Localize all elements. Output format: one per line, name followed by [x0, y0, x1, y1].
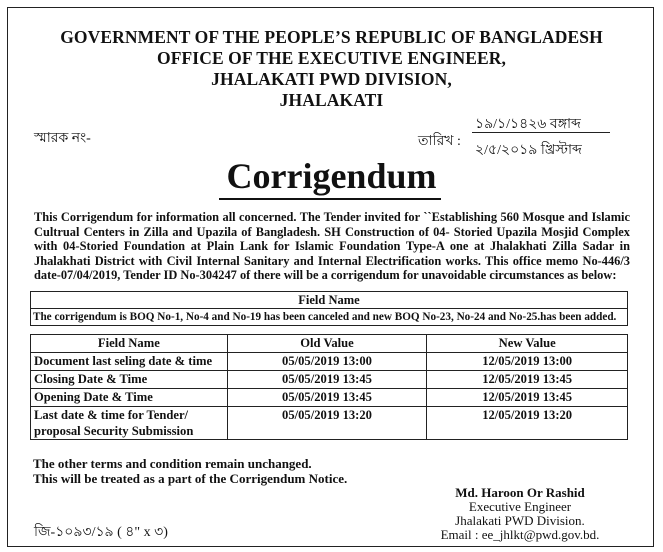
- field-name-cell: Closing Date & Time: [31, 371, 228, 389]
- closing-line: This will be treated as a part of the Corrigendum Notice.: [33, 471, 348, 486]
- old-value-cell: 05/05/2019 13:20: [227, 407, 427, 440]
- date-divider: [472, 132, 610, 133]
- column-header: Old Value: [227, 335, 427, 353]
- table-row: [31, 371, 628, 389]
- table-row: [31, 389, 628, 407]
- new-value-cell: 12/05/2019 13:00: [427, 353, 628, 371]
- header-government: GOVERNMENT OF THE PEOPLE’S REPUBLIC OF BANGLADESH: [60, 27, 603, 47]
- field-name-cell: Document last seling date & time: [31, 353, 228, 371]
- signatory-designation: Executive Engineer: [468, 499, 572, 514]
- old-value-cell: 05/05/2019 13:45: [227, 371, 427, 389]
- fields-table: [30, 334, 628, 440]
- signature-block: [420, 486, 620, 542]
- header-district: JHALAKATI: [279, 90, 384, 110]
- signatory-name: Md. Haroon Or Rashid: [455, 485, 585, 500]
- reference-code: জি-১০৯৩/১৯ ( ৪" x ৩): [34, 525, 168, 540]
- field-name-line: Last date & time for Tender/: [34, 408, 189, 422]
- body-paragraph: This Corrigendum for information all concerned. The Tender invited for ``Establishing 560 Mosque and Islamic Cultrual Centers in Zilla and Upazila of Bangladesh. SH Construction of 04- Storied Upazila Mosjid Complex with 04-Storied Foundation at Plain Lank for Islamic Foundation Type-A one at Jhalakhati Zilla Sadar in Jhalakhati District with Civil Internal Sanitary and Internal Electrification works. This office memo No-446/3 date-07/04/2019, Tender ID No-304247 of there will be a corrigendum for unavoidable circumstances as below:: [34, 210, 630, 283]
- signatory-division: Jhalakati PWD Division.: [455, 513, 585, 528]
- table-row: [31, 353, 628, 371]
- date-bengali: ১৯/১/১৪২৬ বঙ্গাব্দ: [475, 117, 581, 132]
- memo-number-label: স্মারক নং-: [34, 131, 91, 146]
- closing-remarks: [33, 456, 347, 486]
- column-header: New Value: [427, 335, 628, 353]
- new-value-cell: 12/05/2019 13:20: [427, 407, 628, 440]
- header-division: JHALAKATI PWD DIVISION,: [211, 69, 452, 89]
- field-name-cell: Opening Date & Time: [31, 389, 228, 407]
- new-value-cell: 12/05/2019 13:45: [427, 371, 628, 389]
- date-gregorian: ২/৫/২০১৯ খ্রিস্টাব্দ: [475, 143, 582, 158]
- signatory-email: Email : ee_jhlkt@pwd.gov.bd.: [440, 527, 600, 542]
- table-row: [31, 407, 628, 440]
- date-label: তারিখ :: [418, 134, 461, 149]
- field-name-cell: [31, 407, 228, 440]
- page-title: Corrigendum: [226, 156, 437, 196]
- title-underline: [219, 198, 441, 200]
- new-value-cell: 12/05/2019 13:45: [427, 389, 628, 407]
- column-header: Field Name: [31, 335, 228, 353]
- old-value-cell: 05/05/2019 13:00: [227, 353, 427, 371]
- notice-header: Field Name: [31, 292, 627, 309]
- old-value-cell: 05/05/2019 13:45: [227, 389, 427, 407]
- closing-line: The other terms and condition remain unchanged.: [33, 456, 312, 471]
- field-name-line: proposal Security Submission: [34, 424, 194, 438]
- notice-text: The corrigendum is BOQ No-1, No-4 and No-19 has been canceled and new BOQ No-23, No-24 and No-25.has been added.: [33, 311, 617, 323]
- header-office: OFFICE OF THE EXECUTIVE ENGINEER,: [157, 48, 506, 68]
- notice-box: [30, 291, 628, 326]
- table-header-row: [31, 335, 628, 353]
